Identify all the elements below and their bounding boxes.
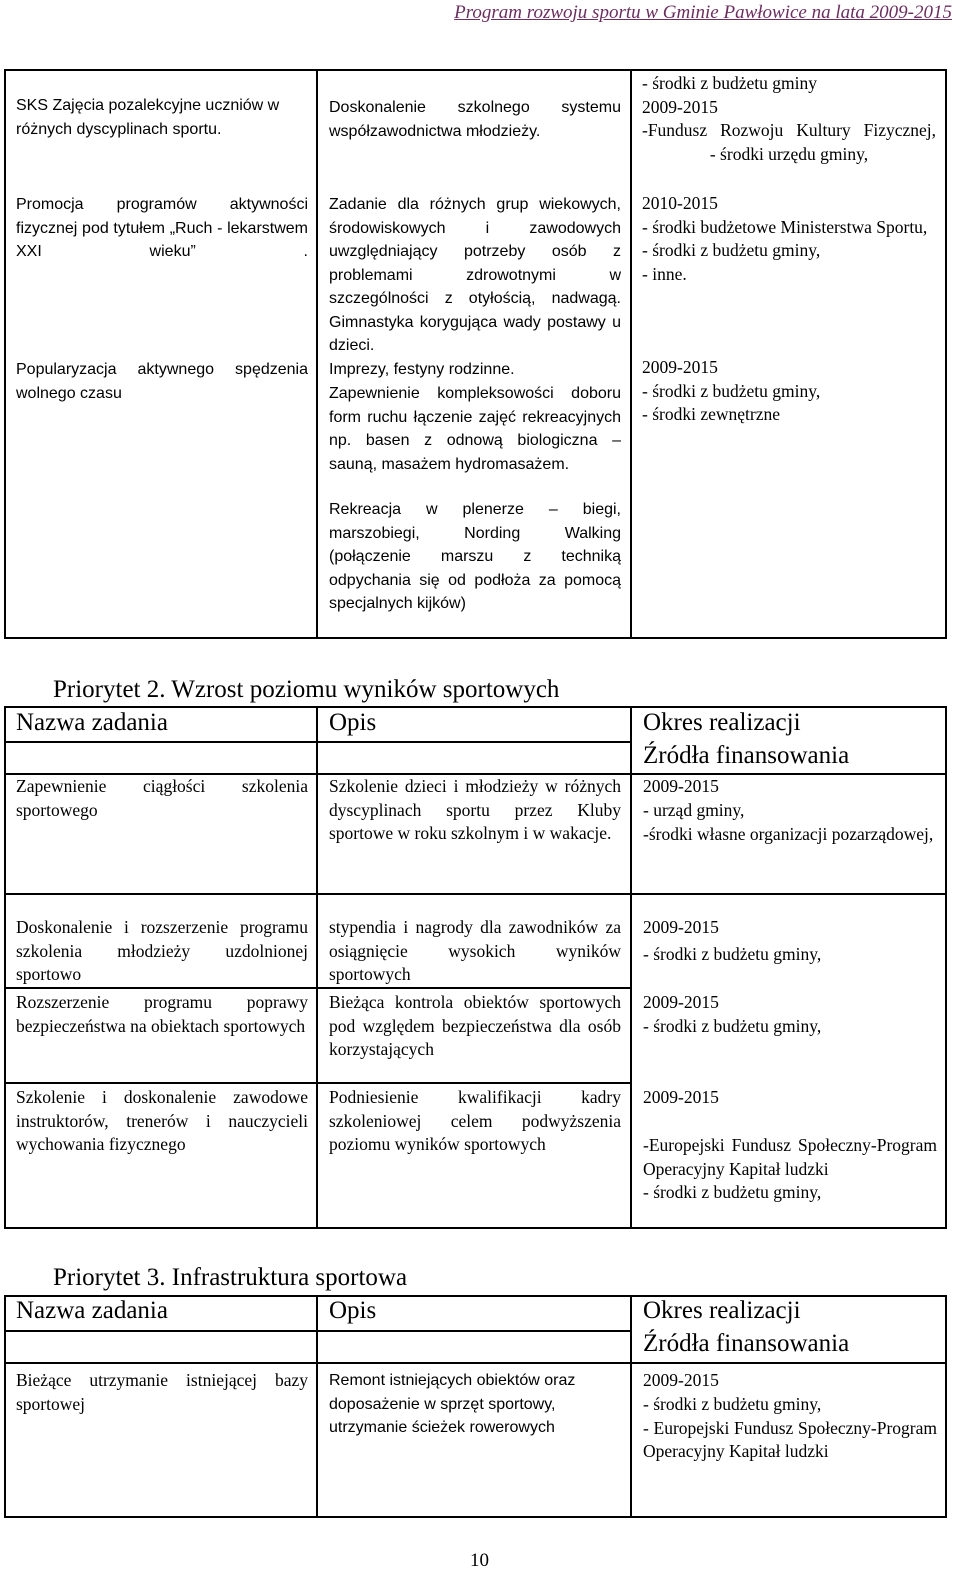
p2-row1-sources: - urząd gminy, -środki własne organizacji pozarządowej,: [643, 800, 934, 844]
p2-row2-period: 2009-2015: [643, 917, 719, 937]
p2-row1-name: Zapewnienie ciągłości szkolenia sportowego: [16, 776, 308, 820]
p3-col-name: Nazwa zadania: [16, 1297, 168, 1324]
p2-col-period: Okres realizacji: [643, 709, 801, 736]
p2-col-desc: Opis: [329, 709, 377, 736]
task-name-popularization: Popularyzacja aktywnego spędzenia wolnego czasu: [16, 361, 308, 402]
sources-block-1: - środki z budżetu gminy 2009-2015 -Fundusz Rozwoju Kultury Fizycznej, - środki urzędu gminy,: [642, 73, 936, 164]
p2-row2-sources: - środki z budżetu gminy,: [643, 944, 822, 964]
priority3-title: Priorytet 3. Infrastruktura sportowa: [53, 1264, 408, 1291]
p2-col-source: Źródła finansowania: [643, 742, 850, 769]
p3-col-desc: Opis: [329, 1297, 377, 1324]
sources-block-2: 2010-2015 - środki budżetowe Ministerstwa Sportu, - środki z budżetu gminy, - inne.: [642, 193, 928, 284]
p3-row1-desc: Remont istniejących obiektów oraz doposażenie w sprzęt sportowy, utrzymanie ścieżek rowerowych: [329, 1372, 576, 1436]
p2-col-name: Nazwa zadania: [16, 709, 168, 736]
sources-block-3: 2009-2015 - środki z budżetu gminy, - środki zewnętrzne: [642, 357, 821, 424]
p2-row4-period: 2009-2015: [643, 1087, 719, 1107]
p2-row3-name: Rozszerzenie programu poprawy bezpieczeństwa na obiektach sportowych: [16, 992, 308, 1036]
p3-row1-sources: - środki z budżetu gminy, - Europejski Fundusz Społeczny-Program Operacyjny Kapitał ludzki: [643, 1394, 937, 1461]
desc-age-groups: Zadanie dla różnych grup wiekowych, środowiskowych i zawodowych uwzględniający potrzeby osób z problemami zdrowotnymi w szczególności z otyłością, nadwagą. Gimnastyka korygująca wady postawy u dzieci.: [329, 196, 621, 354]
page-number: 10: [470, 1550, 489, 1571]
p3-col-period: Okres realizacji: [643, 1297, 801, 1324]
p2-row4-name: Szkolenie i doskonalenie zawodowe instruktorów, trenerów i nauczycieli wychowania fizycznego: [16, 1087, 308, 1154]
p2-row2-name: Doskonalenie i rozszerzenie programu szkolenia młodzieży uzdolnionej sportowo: [16, 917, 308, 984]
p2-row3-sources: - środki z budżetu gminy,: [643, 1016, 822, 1036]
running-header: Program rozwoju sportu w Gminie Pawłowice na lata 2009-2015: [454, 2, 952, 23]
p2-row4-desc: Podniesienie kwalifikacji kadry szkoleniowej celem podwyższenia poziomu wyników sportowych: [329, 1087, 621, 1154]
p2-row2-desc: stypendia i nagrody dla zawodników za osiągnięcie wysokich wyników sportowych: [329, 917, 621, 984]
priority2-title: Priorytet 2. Wzrost poziomu wyników sportowych: [53, 676, 560, 703]
p3-row1-period: 2009-2015: [643, 1370, 719, 1390]
desc-family-events: Imprezy, festyny rodzinne.: [329, 361, 515, 378]
p2-row4-sources: -Europejski Fundusz Społeczny-Program Operacyjny Kapitał ludzki - środki z budżetu gminy,: [643, 1135, 937, 1202]
task-name-promotion: Promocja programów aktywności fizycznej pod tytułem „Ruch - lekarstwem XXI wieku” .: [16, 196, 308, 260]
p3-col-source: Źródła finansowania: [643, 1330, 850, 1357]
p2-row1-desc: Szkolenie dzieci i młodzieży w różnych dyscyplinach sportu przez Kluby sportowe w roku szkolnym i w wakacje.: [329, 776, 621, 843]
task-name-sks: SKS Zajęcia pozalekcyjne uczniów w różnych dyscyplinach sportu.: [16, 97, 280, 138]
p3-row1-name: Bieżące utrzymanie istniejącej bazy sportowej: [16, 1370, 308, 1414]
p2-row3-desc: Bieżąca kontrola obiektów sportowych pod względem bezpieczeństwa dla osób korzystających: [329, 992, 621, 1059]
desc-comprehensive-forms: Zapewnienie kompleksowości doboru form ruchu łączenie zajęć rekreacyjnych np. basen z odnową biologiczna – sauną, masażem hydromasażem.: [329, 385, 621, 473]
p2-row3-period: 2009-2015: [643, 992, 719, 1012]
desc-school-competition: Doskonalenie szkolnego systemu współzawodnictwa młodzieży.: [329, 99, 621, 140]
p2-row1-period: 2009-2015: [643, 776, 719, 796]
desc-outdoor-recreation: Rekreacja w plenerze – biegi, marszobiegi, Nording Walking (połączenie marszu z techniką odpychania się od podłoża za pomocą specjalnych kijków): [329, 501, 621, 612]
